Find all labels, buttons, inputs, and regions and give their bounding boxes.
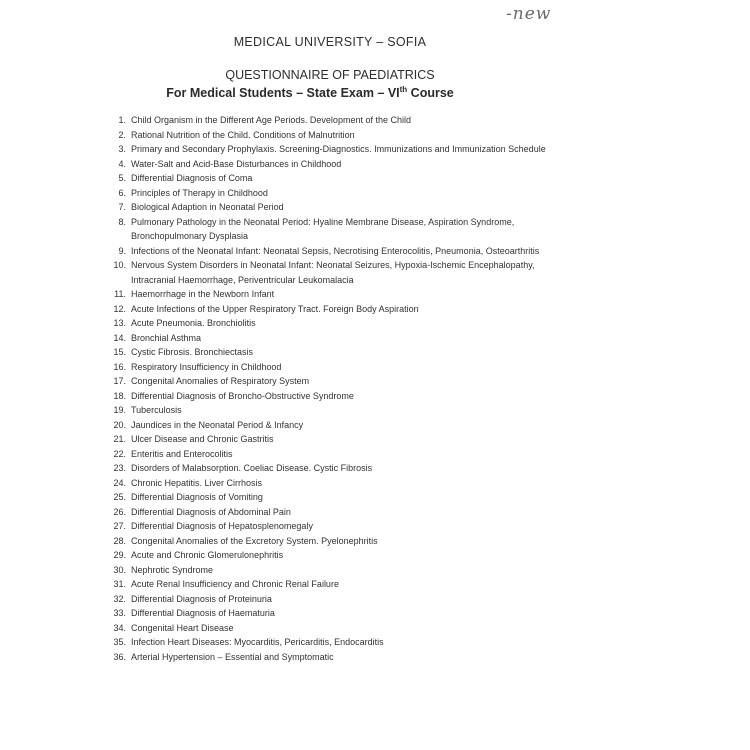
list-item xyxy=(96,621,566,636)
list-item-number: 35. xyxy=(113,637,126,647)
list-item-text: Pulmonary Pathology in the Neonatal Period: Hyaline Membrane Disease, Aspiration Syndrome, Bronchopulmonary Dysplasia xyxy=(131,216,515,241)
list-item xyxy=(96,606,566,621)
list-item xyxy=(96,360,566,375)
list-item xyxy=(96,200,566,215)
list-item-number: 20. xyxy=(113,419,126,430)
list-item xyxy=(96,505,566,520)
list-item-text: Tuberculosis xyxy=(131,405,182,415)
list-item-number: 30. xyxy=(113,564,126,575)
list-item-text: Nervous System Disorders in Neonatal Infant: Neonatal Seizures, Hypoxia-Ischemic Encephalopathy, Intracranial Haemorrhage, Periventricular Leukomalacia xyxy=(131,260,535,285)
list-item xyxy=(96,142,566,157)
list-item xyxy=(96,331,566,346)
list-item-text: Differential Diagnosis of Haematuria xyxy=(131,608,275,618)
document-title: QUESTIONNAIRE OF PAEDIATRICS xyxy=(225,68,435,82)
list-item xyxy=(96,113,566,128)
list-item-number: 27. xyxy=(113,521,126,531)
list-item-text: Principles of Therapy in Childhood xyxy=(131,187,268,198)
list-item-text: Biological Adaption in Neonatal Period xyxy=(131,202,284,212)
list-item xyxy=(96,635,566,650)
list-item xyxy=(96,258,566,287)
list-item-text: Cystic Fibrosis. Bronchiectasis xyxy=(131,347,254,357)
list-item-number: 25. xyxy=(113,492,126,502)
list-item-text: Respiratory Insufficiency in Childhood xyxy=(131,361,282,372)
list-item-text: Chronic Hepatitis. Liver Cirrhosis xyxy=(131,477,263,488)
list-item-number: 22. xyxy=(113,448,126,459)
list-item-number: 16. xyxy=(113,361,126,372)
list-item-number: 5. xyxy=(118,173,126,183)
list-item xyxy=(96,345,566,360)
list-item xyxy=(96,302,566,317)
list-item-text: Infections of the Neonatal Infant: Neonatal Sepsis, Necrotising Enterocolitis, Pneumonia, Osteoarthritis xyxy=(131,245,540,256)
list-item-number: 12. xyxy=(113,303,126,314)
list-item-text: Acute Infections of the Upper Respiratory Tract. Foreign Body Aspiration xyxy=(131,303,419,314)
list-item-number: 3. xyxy=(118,144,126,154)
list-item-text: Differential Diagnosis of Broncho-Obstructive Syndrome xyxy=(131,390,354,401)
list-item-text: Differential Diagnosis of Coma xyxy=(131,173,253,183)
list-item-number: 17. xyxy=(113,376,126,386)
list-item-text: Ulcer Disease and Chronic Gastritis xyxy=(131,434,274,444)
list-item-number: 32. xyxy=(113,593,126,604)
subtitle-suffix: Course xyxy=(407,86,454,101)
list-item xyxy=(96,519,566,534)
list-item xyxy=(96,171,566,186)
list-item-text: Differential Diagnosis of Hepatosplenomegaly xyxy=(131,521,313,531)
list-item-number: 11. xyxy=(114,289,126,299)
list-item xyxy=(96,157,566,172)
list-item-number: 18. xyxy=(113,390,126,401)
list-item-text: Congenital Heart Disease xyxy=(131,622,234,633)
list-item-text: Child Organism in the Different Age Periods. Development of the Child xyxy=(131,115,411,125)
list-item-text: Differential Diagnosis of Abdominal Pain xyxy=(131,506,291,517)
list-item-text: Congenital Anomalies of Respiratory System xyxy=(131,376,310,386)
list-item-number: 2. xyxy=(118,129,126,140)
list-item-text: Acute Renal Insufficiency and Chronic Renal Failure xyxy=(131,579,339,589)
list-item-text: Arterial Hypertension – Essential and Symptomatic xyxy=(131,651,334,662)
list-item-text: Differential Diagnosis of Proteinuria xyxy=(131,593,272,604)
list-item-text: Infection Heart Diseases: Myocarditis, Pericarditis, Endocarditis xyxy=(131,637,384,647)
list-item-text: Haemorrhage in the Newborn Infant xyxy=(131,289,275,299)
university-name: MEDICAL UNIVERSITY – SOFIA xyxy=(233,35,427,49)
list-item-text: Jaundices in the Neonatal Period & Infancy xyxy=(131,419,304,430)
list-item-text: Primary and Secondary Prophylaxis. Screening-Diagnostics. Immunizations and Immunization Schedule xyxy=(131,144,546,154)
list-item-number: 26. xyxy=(113,506,126,517)
list-item-number: 8. xyxy=(118,216,126,227)
list-item xyxy=(96,389,566,404)
list-item-number: 21. xyxy=(113,434,126,444)
list-item xyxy=(96,447,566,462)
list-item xyxy=(96,592,566,607)
list-item xyxy=(96,563,566,578)
list-item-number: 28. xyxy=(113,535,126,546)
list-item xyxy=(96,287,566,302)
list-item-text: Disorders of Malabsorption. Coeliac Disease. Cystic Fibrosis xyxy=(131,463,373,473)
list-item-number: 23. xyxy=(113,463,126,473)
list-item-number: 34. xyxy=(113,622,126,633)
list-item-number: 24. xyxy=(113,477,126,488)
list-item-number: 33. xyxy=(113,608,126,618)
document-subtitle xyxy=(0,85,620,100)
list-item-number: 9. xyxy=(118,245,126,256)
handwritten-note: -new xyxy=(506,4,552,24)
list-item-number: 31. xyxy=(113,579,126,589)
list-item-number: 29. xyxy=(113,550,126,560)
list-item xyxy=(96,403,566,418)
list-item-number: 13. xyxy=(113,318,126,328)
list-item-number: 7. xyxy=(118,202,126,212)
list-item-text: Enteritis and Enterocolitis xyxy=(131,448,233,459)
list-item-text: Differential Diagnosis of Vomiting xyxy=(131,492,263,502)
list-item-text: Congenital Anomalies of the Excretory System. Pyelonephritis xyxy=(131,535,378,546)
subtitle-prefix: For Medical Students – State Exam – VI xyxy=(166,86,400,101)
list-item-number: 4. xyxy=(118,158,126,169)
subtitle-superscript: th xyxy=(399,85,408,94)
list-item xyxy=(96,490,566,505)
list-item-text: Acute Pneumonia. Bronchiolitis xyxy=(131,318,256,328)
list-item xyxy=(96,374,566,389)
list-item-number: 19. xyxy=(113,405,126,415)
list-item-text: Rational Nutrition of the Child. Conditions of Malnutrition xyxy=(131,129,355,140)
list-item xyxy=(96,548,566,563)
list-item-number: 14. xyxy=(113,332,126,343)
list-item-text: Bronchial Asthma xyxy=(131,332,202,343)
list-item xyxy=(96,244,566,259)
list-item xyxy=(96,432,566,447)
list-item xyxy=(96,418,566,433)
list-item-number: 1. xyxy=(118,115,126,125)
list-item-number: 36. xyxy=(113,651,126,662)
list-item-text: Nephrotic Syndrome xyxy=(131,564,214,575)
list-item-number: 15. xyxy=(113,347,126,357)
topic-list xyxy=(96,113,566,664)
list-item-text: Acute and Chronic Glomerulonephritis xyxy=(131,550,284,560)
list-item xyxy=(96,128,566,143)
list-item-number: 10. xyxy=(113,260,126,270)
list-item xyxy=(96,186,566,201)
list-item xyxy=(96,461,566,476)
list-item-text: Water-Salt and Acid-Base Disturbances in Childhood xyxy=(131,158,342,169)
list-item xyxy=(96,577,566,592)
list-item xyxy=(96,316,566,331)
list-item xyxy=(96,650,566,665)
list-item-number: 6. xyxy=(118,187,126,198)
list-item xyxy=(96,215,566,244)
list-item xyxy=(96,534,566,549)
list-item xyxy=(96,476,566,491)
